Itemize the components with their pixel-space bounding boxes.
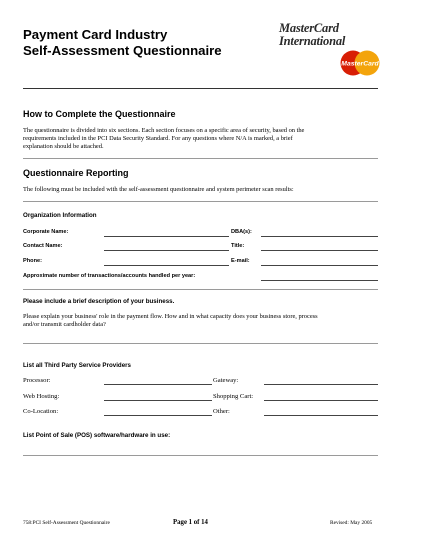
title-label: Title: (231, 243, 245, 249)
reporting-intro: The following must be included with the self-assessment questionnaire and system perimeter scan results: (23, 186, 294, 193)
how-to-line2: requirements included in the PCI Data Security Standard. For any questions where N/A is marked, a brief (23, 135, 293, 142)
mastercard-logo-icon (339, 50, 381, 76)
footer-revised: Revised: May 2005 (330, 520, 373, 526)
web-hosting-label: Web Hosting: (23, 393, 60, 400)
title-field[interactable] (261, 250, 378, 251)
corporate-name-field[interactable] (104, 236, 229, 237)
pos-answer-field[interactable] (23, 455, 378, 456)
email-label: E-mail: (231, 258, 250, 264)
processor-label: Processor: (23, 377, 51, 384)
transactions-label: Approximate number of transactions/accounts handled per year: (23, 273, 196, 279)
dba-label: DBA(s): (231, 229, 252, 235)
document-title-line2: Self-Assessment Questionnaire (23, 43, 222, 58)
svg-text:MasterCard: MasterCard (341, 60, 379, 68)
other-label: Other: (213, 408, 230, 415)
brand-name (279, 22, 345, 48)
section-divider (23, 289, 378, 290)
reporting-heading: Questionnaire Reporting (23, 168, 129, 178)
email-field[interactable] (261, 265, 378, 266)
how-to-line3: explanation should be attached. (23, 143, 104, 150)
header-rule (23, 88, 378, 89)
other-field[interactable] (264, 415, 378, 416)
mastercard-logo (339, 50, 381, 76)
footer-doc-id: 758:PCI Self-Assessment Questionnaire (23, 520, 110, 526)
web-hosting-field[interactable] (104, 400, 212, 401)
pos-heading: List Point of Sale (POS) software/hardware in use: (23, 432, 171, 439)
phone-label: Phone: (23, 258, 42, 264)
contact-name-label: Contact Name: (23, 243, 63, 249)
page-number: Page 1 of 14 (173, 519, 208, 526)
gateway-field[interactable] (264, 384, 378, 385)
how-to-heading: How to Complete the Questionnaire (23, 109, 176, 119)
contact-name-field[interactable] (104, 250, 229, 251)
document-title-line1: Payment Card Industry (23, 27, 168, 42)
dba-field[interactable] (261, 236, 378, 237)
how-to-paragraph (23, 127, 383, 151)
phone-field[interactable] (104, 265, 229, 266)
business-line2: and/or transmit cardholder data? (23, 321, 106, 328)
transactions-field[interactable] (261, 280, 378, 281)
how-to-line1: The questionnaire is divided into six sections. Each section focuses on a specific area of security, based on the (23, 127, 305, 134)
co-location-label: Co-Location: (23, 408, 59, 415)
processor-field[interactable] (104, 384, 212, 385)
business-answer-field[interactable] (23, 343, 378, 344)
section-divider (23, 158, 378, 159)
third-party-heading: List all Third Party Service Providers (23, 362, 131, 369)
corporate-name-label: Corporate Name: (23, 229, 69, 235)
section-divider (23, 201, 378, 202)
shopping-cart-field[interactable] (264, 400, 378, 401)
co-location-field[interactable] (104, 415, 212, 416)
business-question (23, 313, 383, 329)
business-heading: Please include a brief description of your business. (23, 298, 175, 305)
brand-line2: International (279, 34, 346, 48)
business-line1: Please explain your business' role in the payment flow. How and in what capacity does your business store, process (23, 313, 318, 320)
gateway-label: Gateway: (213, 377, 239, 384)
shopping-cart-label: Shopping Cart: (213, 393, 254, 400)
brand-line1: MasterCard (279, 21, 339, 35)
org-heading: Organization Information (23, 212, 97, 219)
